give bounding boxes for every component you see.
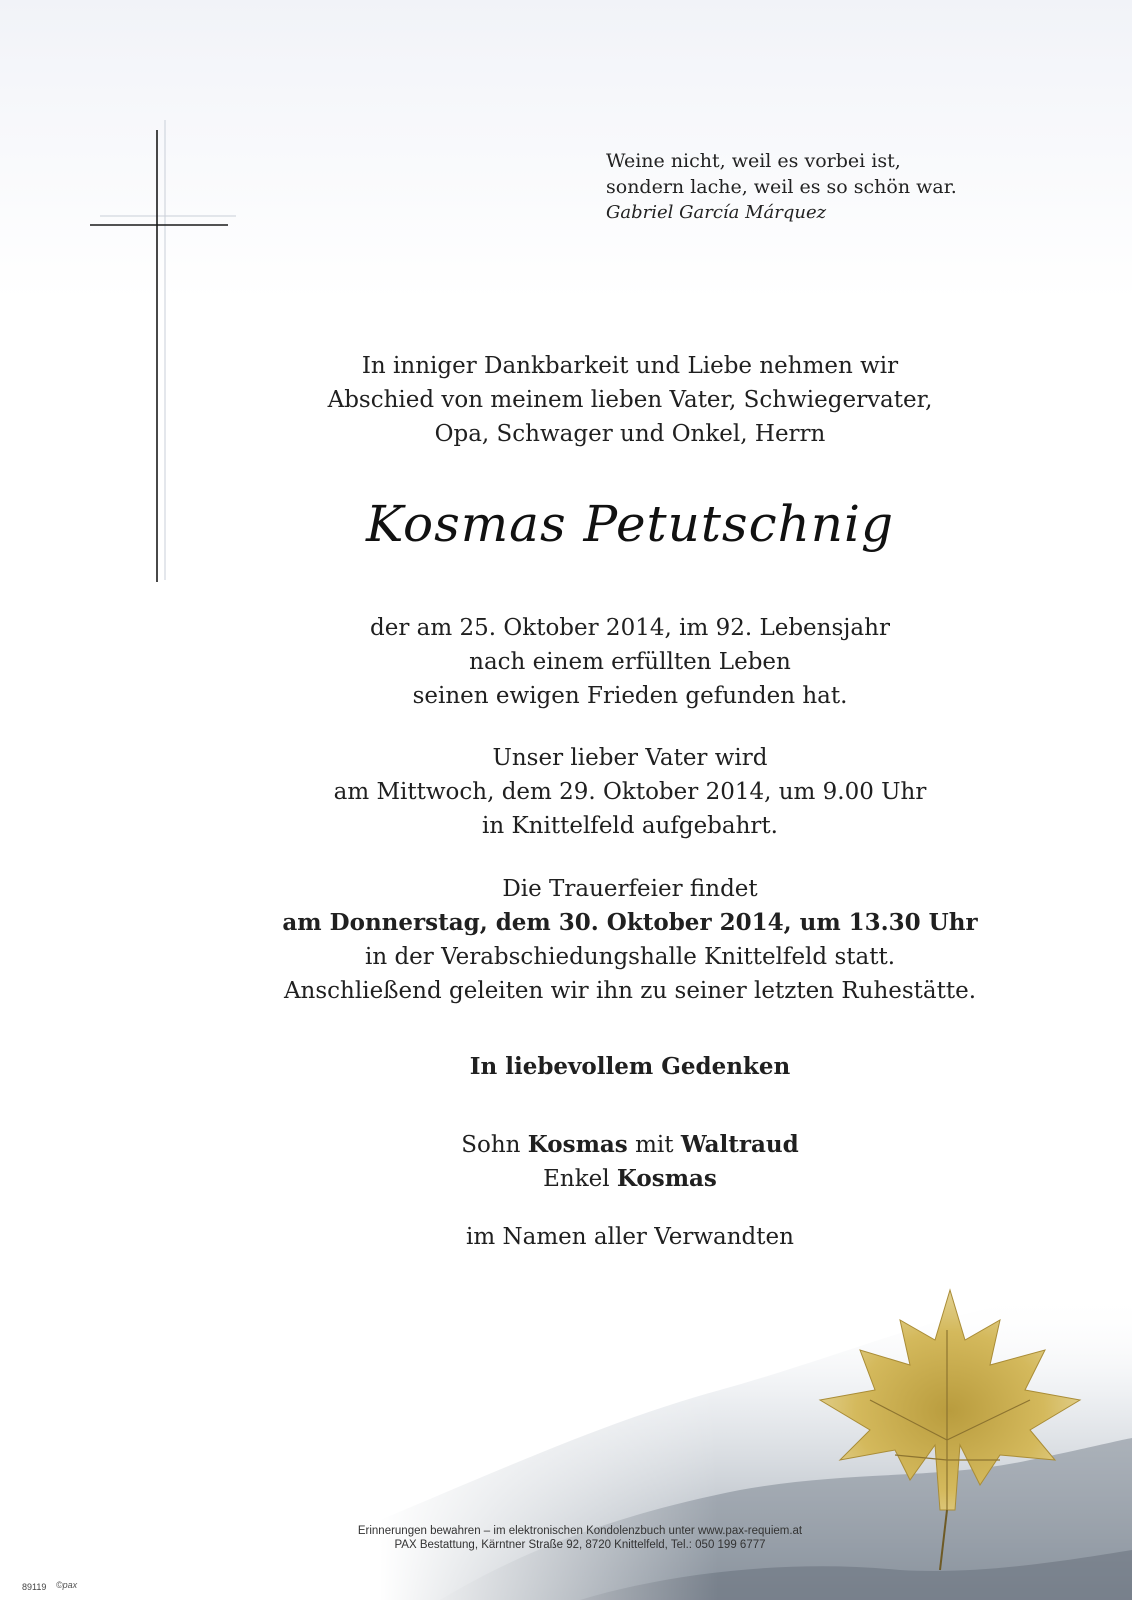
ceremony-line-3: in der Verabschiedungshalle Knittelfeld statt. — [364, 944, 896, 970]
memory-heading: In liebevollem Gedenken — [469, 1053, 791, 1080]
intro-line-2: Abschied von meinem lieben Vater, Schwiegervater, — [327, 387, 933, 413]
quote-line-2: sondern lache, weil es so schön war. — [606, 176, 957, 198]
pax-logo: ©pax — [56, 1580, 78, 1590]
wake-line-1: Unser lieber Vater wird — [492, 745, 768, 771]
son-partner: Waltraud — [680, 1131, 799, 1158]
wake-line-2: am Mittwoch, dem 29. Oktober 2014, um 9.00 Uhr — [333, 779, 927, 805]
deceased-name: Kosmas Petutschnig — [366, 495, 894, 553]
footer-address-line: PAX Bestattung, Kärntner Straße 92, 8720 Knittelfeld, Tel.: 050 199 6777 — [394, 1539, 766, 1551]
behalf-line: im Namen aller Verwandten — [466, 1224, 794, 1250]
wake-info — [160, 741, 1100, 843]
death-line-1: der am 25. Oktober 2014, im 92. Lebensjahr — [370, 615, 890, 641]
intro-text — [160, 349, 1100, 451]
grandson-line — [160, 1162, 1100, 1196]
quote-block — [606, 148, 1026, 226]
death-info — [160, 611, 1100, 713]
ceremony-line-1: Die Trauerfeier findet — [502, 876, 758, 902]
ceremony-info — [160, 872, 1100, 1008]
quote-author: Gabriel García Márquez — [606, 202, 827, 223]
son-line — [160, 1128, 1100, 1162]
wake-line-3: in Knittelfeld aufgebahrt. — [482, 813, 778, 839]
son-prefix: Sohn — [461, 1132, 521, 1158]
intro-line-3: Opa, Schwager und Onkel, Herrn — [434, 421, 826, 447]
son-name: Kosmas — [527, 1131, 628, 1158]
grandson-prefix: Enkel — [543, 1166, 610, 1192]
footer-condolence-line: Erinnerungen bewahren – im elektronischen Kondolenzbuch unter www.pax-requiem.at — [357, 1525, 803, 1537]
grandson-name: Kosmas — [616, 1165, 717, 1192]
signers-block — [160, 1128, 1100, 1196]
document-code: 89119 — [22, 1582, 47, 1592]
ceremony-line-4: Anschließend geleiten wir ihn zu seiner letzten Ruhestätte. — [283, 978, 977, 1004]
son-mid: mit — [635, 1132, 674, 1158]
quote-line-1: Weine nicht, weil es vorbei ist, — [606, 150, 901, 172]
death-line-2: nach einem erfüllten Leben — [469, 649, 791, 675]
ceremony-line-2: am Donnerstag, dem 30. Oktober 2014, um 13.30 Uhr — [282, 909, 978, 936]
intro-line-1: In inniger Dankbarkeit und Liebe nehmen wir — [361, 353, 899, 379]
death-line-3: seinen ewigen Frieden gefunden hat. — [412, 683, 848, 709]
